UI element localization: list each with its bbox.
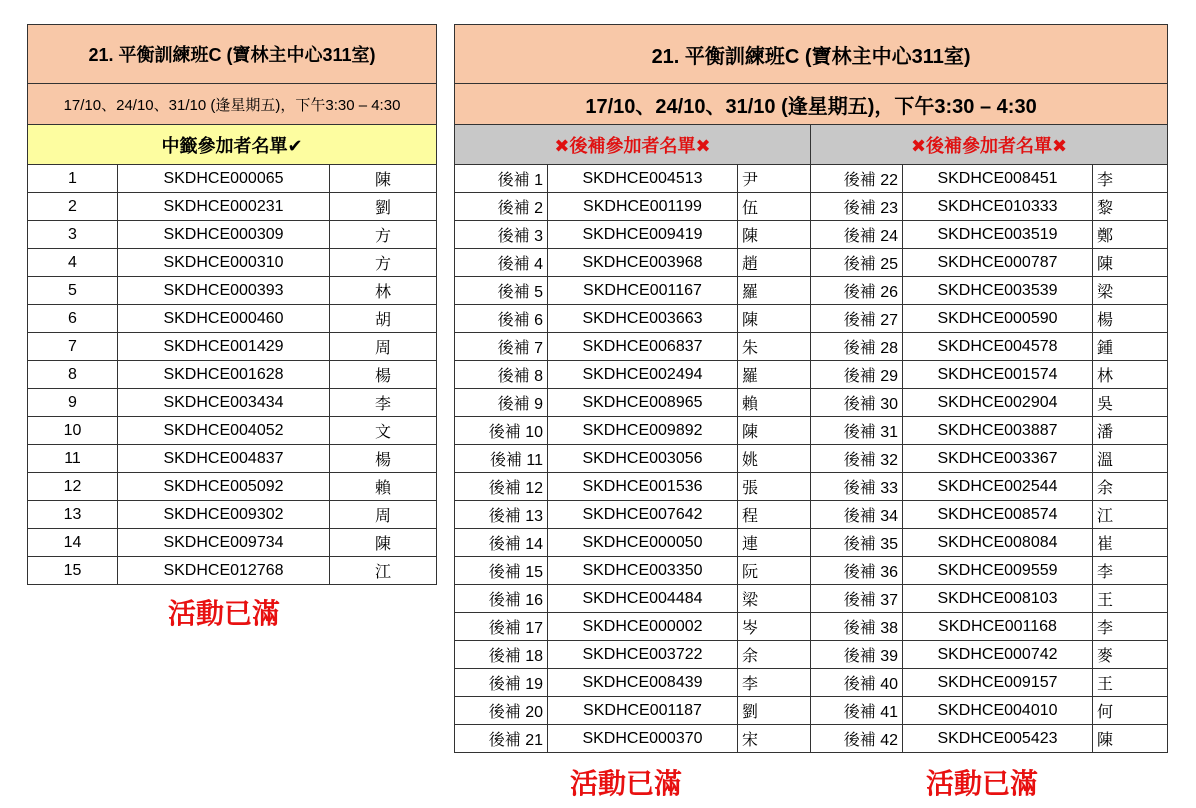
waitlist-number: 後補 19 [455,669,548,697]
table-row [455,473,1168,501]
member-surname: 方 [330,221,437,249]
member-surname: 楊 [330,445,437,473]
table-row [28,389,437,417]
waitlist-number: 後補 21 [455,725,548,753]
member-code: SKDHCE001628 [118,361,330,389]
table-row [455,529,1168,557]
member-surname: 潘 [1093,417,1168,445]
member-surname: 胡 [330,305,437,333]
member-code: SKDHCE002494 [548,361,738,389]
waitlist-number: 後補 38 [811,613,903,641]
member-code: SKDHCE000065 [118,165,330,193]
member-code: SKDHCE003663 [548,305,738,333]
table-row [455,249,1168,277]
member-surname: 尹 [738,165,811,193]
waitlist-number: 後補 7 [455,333,548,361]
selected-participants-table [27,24,437,585]
waitlist-title: ✖後補參加者名單✖ [455,125,811,165]
member-code: SKDHCE001187 [548,697,738,725]
row-number: 7 [28,333,118,361]
member-surname: 陳 [738,221,811,249]
table-row [455,641,1168,669]
member-code: SKDHCE001536 [548,473,738,501]
waitlist-title: ✖後補參加者名單✖ [811,125,1168,165]
member-surname: 陳 [1093,249,1168,277]
member-surname: 趙 [738,249,811,277]
member-surname: 岑 [738,613,811,641]
member-code: SKDHCE000460 [118,305,330,333]
waitlist-number: 後補 13 [455,501,548,529]
member-surname: 陳 [738,417,811,445]
member-surname: 方 [330,249,437,277]
member-code: SKDHCE008084 [903,529,1093,557]
member-code: SKDHCE012768 [118,557,330,585]
table-row [28,417,437,445]
member-surname: 周 [330,333,437,361]
waitlist-number: 後補 31 [811,417,903,445]
table-row [455,445,1168,473]
member-surname: 陳 [738,305,811,333]
member-surname: 周 [330,501,437,529]
member-code: SKDHCE000309 [118,221,330,249]
member-surname: 麥 [1093,641,1168,669]
row-number: 8 [28,361,118,389]
member-surname: 余 [738,641,811,669]
table-row [455,277,1168,305]
member-surname: 羅 [738,277,811,305]
member-surname: 程 [738,501,811,529]
table-row [455,221,1168,249]
waitlist-table [454,24,1168,753]
table-row [28,277,437,305]
member-surname: 陳 [330,529,437,557]
waitlist-number: 後補 10 [455,417,548,445]
row-number: 14 [28,529,118,557]
table-row [28,249,437,277]
member-surname: 梁 [738,585,811,613]
member-code: SKDHCE008574 [903,501,1093,529]
row-number: 10 [28,417,118,445]
class-title: 21. 平衡訓練班C (寶林主中心311室) [455,25,1168,84]
waitlist-number: 後補 12 [455,473,548,501]
member-code: SKDHCE000231 [118,193,330,221]
member-code: SKDHCE000590 [903,305,1093,333]
table-row [455,585,1168,613]
member-code: SKDHCE009559 [903,557,1093,585]
table-row [28,445,437,473]
table-row [455,361,1168,389]
class-schedule: 17/10、24/10、31/10 (逢星期五)，下午3:30 – 4:30 [455,84,1168,125]
waitlist-number: 後補 20 [455,697,548,725]
member-code: SKDHCE008439 [548,669,738,697]
table-row [28,221,437,249]
member-code: SKDHCE001429 [118,333,330,361]
waitlist-number: 後補 34 [811,501,903,529]
table-row [455,389,1168,417]
row-number: 6 [28,305,118,333]
member-code: SKDHCE000787 [903,249,1093,277]
table-row [455,669,1168,697]
row-number: 13 [28,501,118,529]
member-code: SKDHCE003350 [548,557,738,585]
member-surname: 劉 [738,697,811,725]
member-code: SKDHCE009734 [118,529,330,557]
member-code: SKDHCE008965 [548,389,738,417]
member-code: SKDHCE004837 [118,445,330,473]
member-surname: 羅 [738,361,811,389]
waitlist-number: 後補 33 [811,473,903,501]
row-number: 1 [28,165,118,193]
member-code: SKDHCE003722 [548,641,738,669]
member-surname: 楊 [1093,305,1168,333]
member-surname: 宋 [738,725,811,753]
member-code: SKDHCE008451 [903,165,1093,193]
waitlist-number: 後補 14 [455,529,548,557]
waitlist-number: 後補 26 [811,277,903,305]
member-code: SKDHCE003887 [903,417,1093,445]
member-code: SKDHCE003056 [548,445,738,473]
member-surname: 賴 [738,389,811,417]
member-code: SKDHCE004578 [903,333,1093,361]
class-schedule: 17/10、24/10、31/10 (逢星期五)，下午3:30 – 4:30 [28,84,437,125]
table-row [455,305,1168,333]
table-row [28,305,437,333]
member-surname: 楊 [330,361,437,389]
table-row [28,193,437,221]
waitlist-number: 後補 37 [811,585,903,613]
waitlist-number: 後補 11 [455,445,548,473]
table-row [28,557,437,585]
member-surname: 陳 [330,165,437,193]
member-surname: 吳 [1093,389,1168,417]
member-code: SKDHCE010333 [903,193,1093,221]
member-surname: 賴 [330,473,437,501]
member-code: SKDHCE003519 [903,221,1093,249]
member-code: SKDHCE000742 [903,641,1093,669]
waitlist-number: 後補 23 [811,193,903,221]
member-code: SKDHCE000310 [118,249,330,277]
member-surname: 江 [330,557,437,585]
member-surname: 連 [738,529,811,557]
member-surname: 文 [330,417,437,445]
table-row [455,333,1168,361]
waitlist-number: 後補 16 [455,585,548,613]
member-surname: 何 [1093,697,1168,725]
member-surname: 黎 [1093,193,1168,221]
member-surname: 梁 [1093,277,1168,305]
waitlist-number: 後補 30 [811,389,903,417]
member-code: SKDHCE006837 [548,333,738,361]
member-surname: 阮 [738,557,811,585]
row-number: 2 [28,193,118,221]
member-code: SKDHCE008103 [903,585,1093,613]
table-row [28,529,437,557]
waitlist-number: 後補 35 [811,529,903,557]
member-surname: 李 [1093,165,1168,193]
member-surname: 崔 [1093,529,1168,557]
member-surname: 王 [1093,585,1168,613]
table-row [455,417,1168,445]
table-row [455,613,1168,641]
member-code: SKDHCE000050 [548,529,738,557]
waitlist-number: 後補 9 [455,389,548,417]
member-surname: 溫 [1093,445,1168,473]
table-row [28,501,437,529]
waitlist-number: 後補 18 [455,641,548,669]
table-row [28,361,437,389]
member-code: SKDHCE003367 [903,445,1093,473]
waitlist-number: 後補 5 [455,277,548,305]
waitlist-number: 後補 1 [455,165,548,193]
member-code: SKDHCE009157 [903,669,1093,697]
waitlist-number: 後補 40 [811,669,903,697]
waitlist-number: 後補 22 [811,165,903,193]
member-surname: 江 [1093,501,1168,529]
table-row [28,473,437,501]
member-surname: 鍾 [1093,333,1168,361]
member-surname: 朱 [738,333,811,361]
member-surname: 李 [1093,557,1168,585]
activity-full-label: 活動已滿 [926,767,1039,800]
row-number: 12 [28,473,118,501]
table-row [28,333,437,361]
activity-full-label: 活動已滿 [168,597,281,630]
member-code: SKDHCE004010 [903,697,1093,725]
member-surname: 鄭 [1093,221,1168,249]
member-surname: 姚 [738,445,811,473]
waitlist-number: 後補 27 [811,305,903,333]
member-code: SKDHCE001167 [548,277,738,305]
member-code: SKDHCE000002 [548,613,738,641]
waitlist-number: 後補 41 [811,697,903,725]
member-surname: 林 [330,277,437,305]
class-title: 21. 平衡訓練班C (寶林主中心311室) [28,25,437,84]
member-code: SKDHCE002904 [903,389,1093,417]
member-surname: 劉 [330,193,437,221]
waitlist-number: 後補 6 [455,305,548,333]
member-code: SKDHCE007642 [548,501,738,529]
member-surname: 王 [1093,669,1168,697]
row-number: 4 [28,249,118,277]
member-code: SKDHCE005092 [118,473,330,501]
activity-full-label: 活動已滿 [570,767,683,800]
member-surname: 李 [330,389,437,417]
row-number: 9 [28,389,118,417]
waitlist-number: 後補 17 [455,613,548,641]
member-code: SKDHCE000393 [118,277,330,305]
row-number: 5 [28,277,118,305]
member-code: SKDHCE001168 [903,613,1093,641]
member-code: SKDHCE000370 [548,725,738,753]
member-surname: 張 [738,473,811,501]
table-row [455,165,1168,193]
waitlist-number: 後補 15 [455,557,548,585]
waitlist-number: 後補 29 [811,361,903,389]
member-code: SKDHCE009302 [118,501,330,529]
table-row [455,193,1168,221]
member-code: SKDHCE004513 [548,165,738,193]
waitlist-number: 後補 32 [811,445,903,473]
member-code: SKDHCE001199 [548,193,738,221]
member-code: SKDHCE003539 [903,277,1093,305]
member-surname: 李 [738,669,811,697]
waitlist-number: 後補 3 [455,221,548,249]
waitlist-number: 後補 25 [811,249,903,277]
row-number: 11 [28,445,118,473]
table-row [28,165,437,193]
selected-list-title: 中籤參加者名單✔ [28,125,437,165]
member-surname: 林 [1093,361,1168,389]
waitlist-number: 後補 42 [811,725,903,753]
member-code: SKDHCE004484 [548,585,738,613]
member-code: SKDHCE003968 [548,249,738,277]
member-code: SKDHCE003434 [118,389,330,417]
member-code: SKDHCE001574 [903,361,1093,389]
table-row [455,697,1168,725]
member-code: SKDHCE002544 [903,473,1093,501]
waitlist-number: 後補 2 [455,193,548,221]
waitlist-number: 後補 4 [455,249,548,277]
member-surname: 陳 [1093,725,1168,753]
member-code: SKDHCE004052 [118,417,330,445]
member-code: SKDHCE005423 [903,725,1093,753]
waitlist-number: 後補 8 [455,361,548,389]
waitlist-number: 後補 28 [811,333,903,361]
waitlist-number: 後補 24 [811,221,903,249]
member-surname: 余 [1093,473,1168,501]
member-code: SKDHCE009419 [548,221,738,249]
member-surname: 李 [1093,613,1168,641]
row-number: 15 [28,557,118,585]
table-row [455,501,1168,529]
member-code: SKDHCE009892 [548,417,738,445]
table-row [455,557,1168,585]
member-surname: 伍 [738,193,811,221]
waitlist-number: 後補 39 [811,641,903,669]
row-number: 3 [28,221,118,249]
waitlist-number: 後補 36 [811,557,903,585]
table-row [455,725,1168,753]
